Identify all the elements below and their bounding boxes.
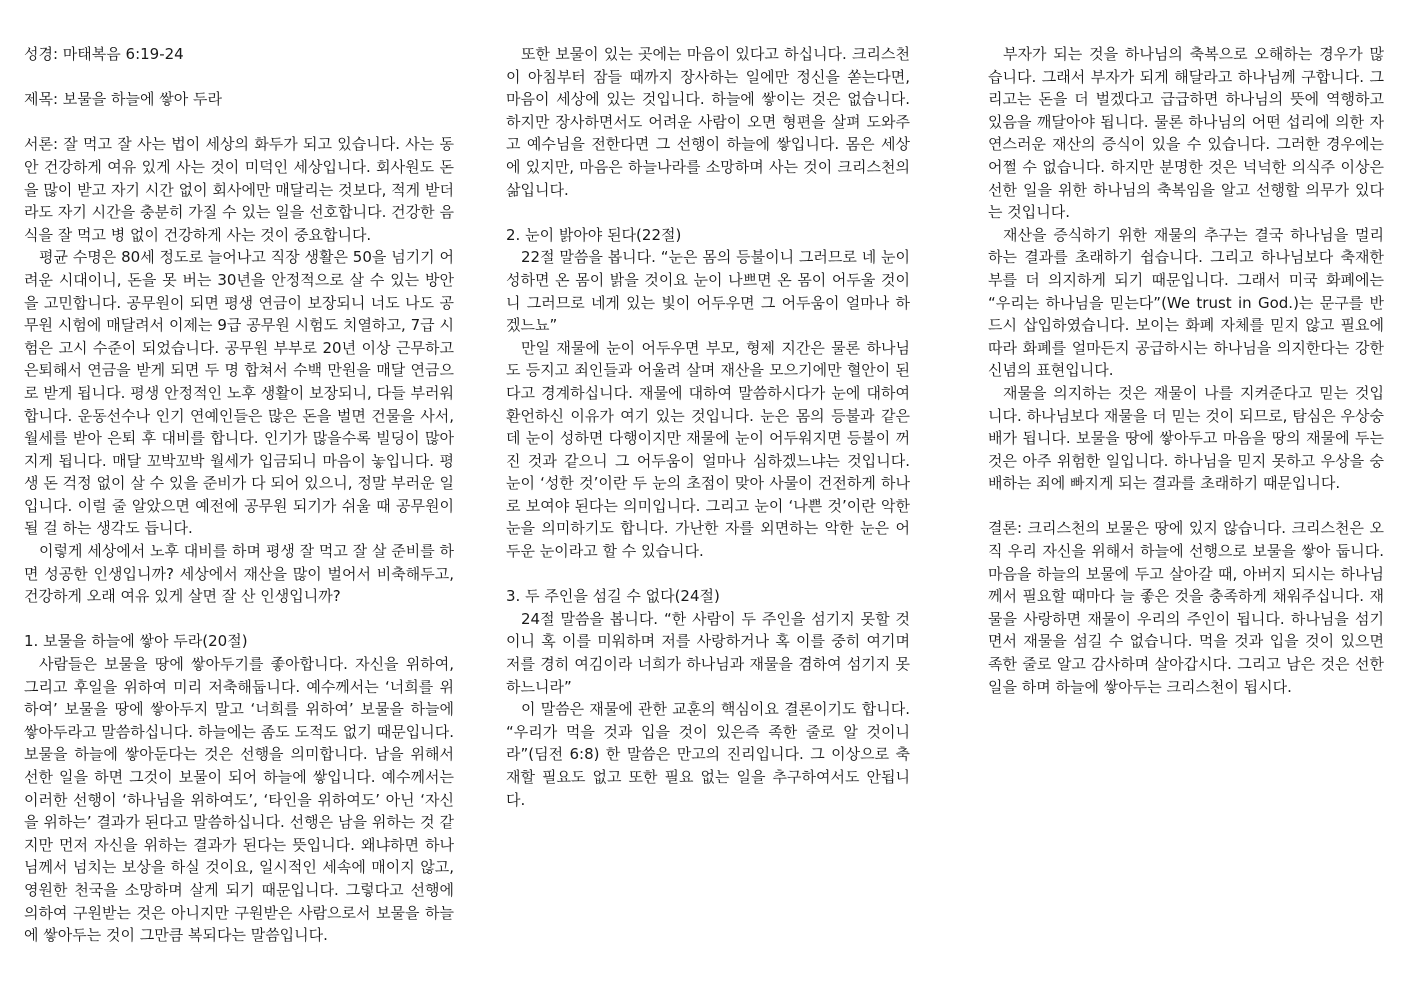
scripture-reference: 성경: 마태복음 6:19-24 <box>24 45 184 63</box>
column-3 <box>988 43 1384 698</box>
section-paragraph: 24절 말씀을 봅니다. “한 사람이 두 주인을 섬기지 못할 것이니 혹 이를 미워하며 저를 사랑하거나 혹 이를 중히 여기며 저를 경히 여김이라 너희가 하나님과 재물을 겸하여 섬기지 못하느니라” <box>506 609 910 696</box>
section-paragraph: 재물을 의지하는 것은 재물이 나를 지켜준다고 믿는 것입니다. 하나님보다 재물을 더 믿는 것이 되므로, 탐심은 우상숭배가 됩니다. 보물을 땅에 쌓아두고 마음을 땅의 재물에 두는 것은 아주 위험한 일입니다. 하나님을 믿지 못하고 우상을 숭배하는 죄에 빠지게 되는 결과를 초래하기 때문입니다. <box>988 383 1384 493</box>
intro-paragraph: 이렇게 세상에서 노후 대비를 하며 평생 잘 먹고 잘 살 준비를 하면 성공한 인생입니까? 세상에서 재산을 많이 벌어서 비축해두고, 건강하게 오래 여유 있게 살면 잘 산 인생입니까? <box>24 542 454 606</box>
sermon-title: 제목: 보물을 하늘에 쌓아 두라 <box>24 90 223 109</box>
column-2 <box>506 43 910 811</box>
section-heading: 2. 눈이 밝아야 된다(22절) <box>506 225 682 244</box>
section-heading: 1. 보물을 하늘에 쌓아 두라(20절) <box>24 632 248 651</box>
section-paragraph: 재산을 증식하기 위한 재물의 추구는 결국 하나님을 멀리하는 결과를 초래하기 쉽습니다. 그리고 하나님보다 축재한 부를 더 의지하게 되기 때문입니다. 그래서 미국 화폐에는 “우리는 하나님을 믿는다”(We trust in God.)는 문구를 반드시 삽입하였습니다. 보이는 화폐 자체를 믿지 않고 필요에 따라 화폐를 얼마든지 공급하시는 하나님을 의지한다는 강한 신념의 표현입니다. <box>988 225 1384 380</box>
section-paragraph: 또한 보물이 있는 곳에는 마음이 있다고 하십니다. 크리스천이 아침부터 잠들 때까지 장사하는 일에만 정신을 쏟는다면, 마음이 세상에 있는 것입니다. 하늘에 쌓이는 것은 없습니다. 하지만 장사하면서도 어려운 사람이 오면 형편을 살펴 도와주고 예수님을 전한다면 그 선행이 하늘에 쌓입니다. 몸은 세상에 있지만, 마음은 하늘나라를 소망하며 사는 것이 크리스천의 삶입니다. <box>506 45 910 199</box>
intro-paragraph: 서론: 잘 먹고 잘 사는 법이 세상의 화두가 되고 있습니다. 사는 동안 건강하게 여유 있게 사는 것이 미덕인 세상입니다. 회사원도 돈을 많이 받고 자기 시간 없이 회사에만 매달리는 것보다, 적게 받더라도 자기 시간을 충분히 가질 수 있는 일을 선호합니다. 건강한 음식을 잘 먹고 병 없이 건강하게 사는 것이 중요합니다. <box>24 135 454 244</box>
section-paragraph: 만일 재물에 눈이 어두우면 부모, 형제 지간은 물론 하나님도 등지고 죄인들과 어울려 살며 재산을 모으기에만 혈안이 된다고 경계하십니다. 재물에 대하여 말씀하시다가 눈에 대하여 환언하신 이유가 여기 있는 것입니다. 눈은 몸의 등불과 같은데 눈이 성하면 다행이지만 재물에 눈이 어두워지면 등불이 꺼진 것과 같으니 그 어두움이 얼마나 심하겠느냐는 것입니다. 눈이 ‘성한 것’이란 두 눈의 초점이 맞아 사물이 건전하게 하나로 보여야 된다는 의미입니다. 그리고 눈이 ‘나쁜 것’이란 악한 눈을 의미하기도 합니다. 가난한 자를 외면하는 악한 눈은 어두운 눈이라고 할 수 있습니다. <box>506 338 910 561</box>
section-paragraph: 22절 말씀을 봅니다. “눈은 몸의 등불이니 그러므로 네 눈이 성하면 온 몸이 밝을 것이요 눈이 나쁘면 온 몸이 어두울 것이니 그러므로 네게 있는 빛이 어두우면 그 어두움이 얼마나 하겠느뇨” <box>506 248 910 335</box>
intro-paragraph: 평균 수명은 80세 정도로 늘어나고 직장 생활은 50을 넘기기 어려운 시대이니, 돈을 못 버는 30년을 안정적으로 살 수 있는 방안을 고민합니다. 공무원이 되면 평생 연금이 보장되니 너도 나도 공무원 시험에 매달려서 이제는 9급 공무원 시험도 치열하고, 7급 시험은 고시 수준이 되었습니다. 공무원 부부로 20년 이상 근무하고 은퇴해서 연금을 받게 되면 두 명 합쳐서 수백 만원을 매달 연금으로 받게 됩니다. 평생 안정적인 노후 생활이 보장되니, 다들 부러워합니다. 운동선수나 인기 연예인들은 많은 돈을 벌면 건물을 사서, 월세를 받아 은퇴 후 대비를 합니다. 인기가 많을수록 빌딩이 많아지게 됩니다. 매달 꼬박꼬박 월세가 입금되니 마음이 놓입니다. 평생 돈 걱정 없이 살 수 있을 준비가 다 되어 있으니, 정말 부러운 일입니다. 이럴 줄 알았으면 예전에 공무원 되기가 쉬울 때 공무원이 될 걸 하는 생각도 듭니다. <box>24 248 454 538</box>
section-heading: 3. 두 주인을 섬길 수 없다(24절) <box>506 587 720 606</box>
section-paragraph: 부자가 되는 것을 하나님의 축복으로 오해하는 경우가 많습니다. 그래서 부자가 되게 해달라고 하나님께 구합니다. 그리고는 돈을 더 벌겠다고 급급하면 하나님의 뜻에 역행하고 있음을 깨달아야 됩니다. 물론 하나님의 어떤 섭리에 의한 자연스러운 재산의 증식이 있을 수 있습니다. 그러한 경우에는 어쩔 수 없습니다. 하지만 분명한 것은 넉넉한 의식주 이상은 선한 일을 위한 하나님의 축복임을 알고 선행할 의무가 있다는 것입니다. <box>988 45 1384 222</box>
section-paragraph: 이 말씀은 재물에 관한 교훈의 핵심이요 결론이기도 합니다. “우리가 먹을 것과 입을 것이 있은즉 족한 줄로 알 것이니라”(딤전 6:8) 한 말씀은 만고의 진리입니다. 그 이상으로 축재할 필요도 없고 또한 필요 없는 일을 추구하여서도 안됩니다. <box>506 700 910 809</box>
section-paragraph: 사람들은 보물을 땅에 쌓아두기를 좋아합니다. 자신을 위하여, 그리고 후일을 위하여 미리 저축해둡니다. 예수께서는 ‘너희를 위하여’ 보물을 땅에 쌓아두지 말고 ‘너희를 위하여’ 보물을 하늘에 쌓아두라고 말씀하십니다. 하늘에는 좀도 도적도 없기 때문입니다. 보물을 하늘에 쌓아둔다는 것은 선행을 의미합니다. 남을 위해서 선한 일을 하면 그것이 보물이 되어 하늘에 쌓입니다. 예수께서는 이러한 선행이 ‘하나님을 위하여도’, ‘타인을 위하여도’ 아닌 ‘자신을 위하는’ 결과가 된다고 말씀하십니다. 선행은 남을 위하는 것 같지만 먼저 자신을 위하는 결과가 된다는 뜻입니다. 왜냐하면 하나님께서 넘치는 보상을 하실 것이요, 일시적인 세속에 매이지 않고, 영원한 천국을 소망하며 살게 되기 때문입니다. 그렇다고 선행에 의하여 구원받는 것은 아니지만 구원받은 사람으로서 보물을 하늘에 쌓아두는 것이 그만큼 복되다는 말씀입니다. <box>24 655 454 945</box>
column-1 <box>24 43 454 947</box>
conclusion-paragraph: 결론: 크리스천의 보물은 땅에 있지 않습니다. 크리스천은 오직 우리 자신을 위해서 하늘에 선행으로 보물을 쌓아 둡니다. 마음을 하늘의 보물에 두고 살아갈 때, 아버지 되시는 하나님께서 필요할 때마다 늘 좋은 것을 충족하게 채워주십니다. 재물을 사랑하면 재물이 우리의 주인이 됩니다. 하나님을 섬기면서 재물을 섬길 수 없습니다. 먹을 것과 입을 것이 있으면 족한 줄로 알고 감사하며 살아갑시다. 그리고 남은 것은 선한 일을 하며 하늘에 쌓아두는 크리스천이 됩시다. <box>988 519 1384 696</box>
